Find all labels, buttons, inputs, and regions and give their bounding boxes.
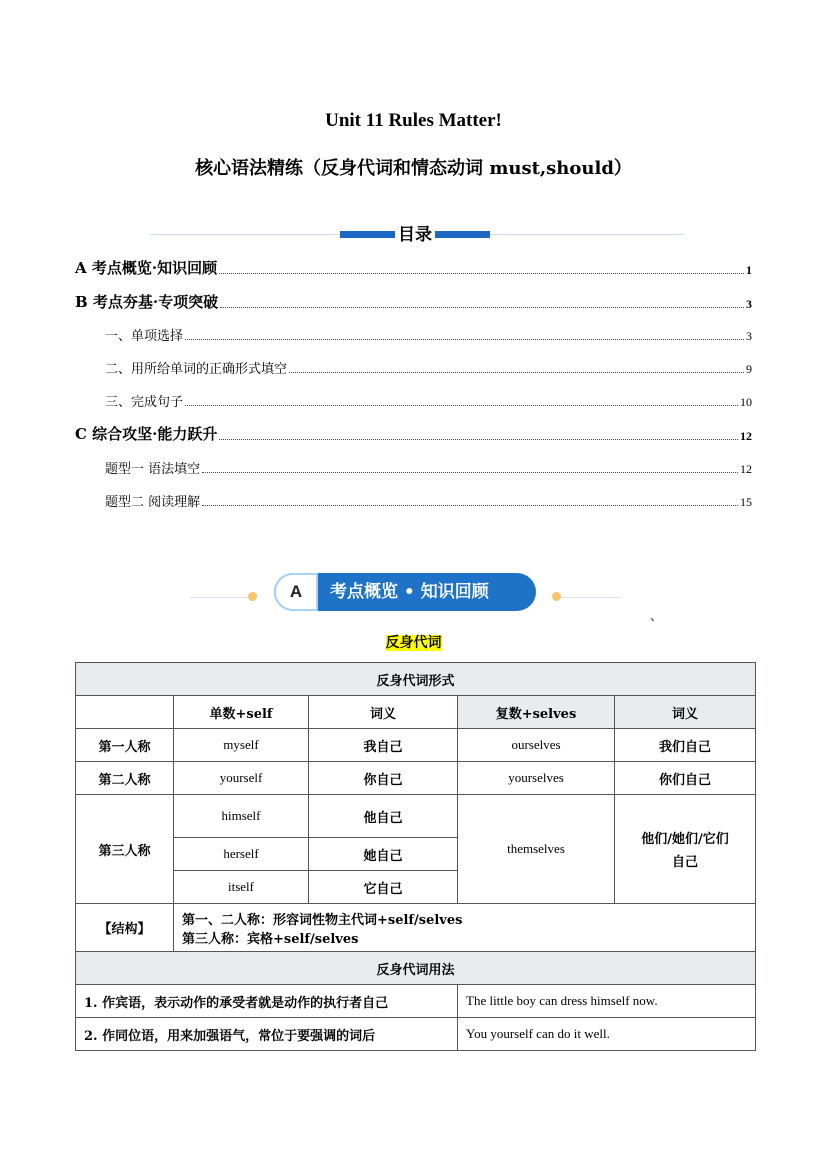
toc-item-page: 3 bbox=[746, 329, 752, 343]
document-title: Unit 11 Rules Matter! bbox=[325, 110, 502, 131]
banner-line-left bbox=[190, 597, 250, 598]
toc-item[interactable] bbox=[75, 357, 752, 377]
toc-bar-left bbox=[340, 231, 395, 238]
toc-item[interactable] bbox=[75, 324, 752, 344]
table-cell: yourself bbox=[174, 762, 309, 795]
structure-line: 第一、二人称：形容词性物主代词+self/selves bbox=[182, 912, 463, 928]
col-singular: 单数+self bbox=[174, 696, 309, 729]
toc-item-page: 10 bbox=[740, 395, 752, 409]
toc-item-page: 3 bbox=[746, 297, 752, 311]
toc-item-label: 题型二 阅读理解 bbox=[105, 495, 201, 510]
toc-item-label: 题型一 语法填空 bbox=[105, 462, 201, 477]
usage-example: You yourself can do it well. bbox=[458, 1018, 756, 1051]
toc-item-page: 15 bbox=[740, 495, 752, 509]
toc-item-label: B 考点夯基·专项突破 bbox=[75, 293, 219, 311]
toc-item-page: 1 bbox=[746, 263, 752, 277]
reflexive-pronoun-table bbox=[75, 662, 756, 1051]
document-subtitle: 核心语法精练（反身代词和情态动词 must,should） bbox=[195, 158, 632, 179]
section-banner bbox=[274, 573, 536, 611]
toc-divider-right bbox=[490, 234, 685, 235]
section-title-text: 反身代词 bbox=[385, 635, 442, 651]
table-cell: themselves bbox=[458, 795, 615, 904]
empty-header-cell bbox=[76, 696, 174, 729]
toc-item[interactable] bbox=[75, 292, 752, 312]
usage-rule: 2. 作同位语，用来加强语气，常位于要强调的词后 bbox=[76, 1018, 458, 1051]
toc-item-label: 一、单项选择 bbox=[105, 329, 184, 344]
usage-header: 反身代词用法 bbox=[76, 952, 756, 985]
table-cell: 她自己 bbox=[309, 838, 458, 871]
usage-rule: 1. 作宾语，表示动作的承受者就是动作的执行者自己 bbox=[76, 985, 458, 1018]
toc-item[interactable] bbox=[75, 390, 752, 410]
table-cell: 你自己 bbox=[309, 762, 458, 795]
section-title bbox=[0, 632, 827, 652]
table-cell-merged bbox=[615, 795, 756, 904]
table-cell: 我自己 bbox=[309, 729, 458, 762]
banner-text: 考点概览 • 知识回顾 bbox=[330, 582, 489, 602]
table-cell: 他自己 bbox=[309, 795, 458, 838]
toc-item[interactable] bbox=[75, 457, 752, 477]
toc-divider-left bbox=[150, 234, 340, 235]
table-cell: 我们自己 bbox=[615, 729, 756, 762]
toc-item-label: C 综合攻坚·能力跃升 bbox=[75, 425, 218, 443]
toc-item[interactable] bbox=[75, 258, 752, 278]
col-meaning: 词义 bbox=[309, 696, 458, 729]
toc-item-page: 12 bbox=[740, 429, 752, 443]
table-cell: 它自己 bbox=[309, 871, 458, 904]
banner-dot-left bbox=[248, 592, 257, 601]
toc-item-page: 9 bbox=[746, 362, 752, 376]
structure-line: 第三人称：宾格+self/selves bbox=[182, 931, 359, 947]
stray-mark: 、 bbox=[650, 609, 663, 623]
toc-item[interactable] bbox=[75, 424, 752, 444]
banner-line-right bbox=[560, 597, 620, 598]
table-cell: myself bbox=[174, 729, 309, 762]
row-label: 第三人称 bbox=[76, 795, 174, 904]
col-plural: 复数+selves bbox=[458, 696, 615, 729]
table-cell-line: 他们/她们/它们 bbox=[641, 832, 729, 847]
toc-item-page: 12 bbox=[740, 462, 752, 476]
toc-item-label: A 考点概览·知识回顾 bbox=[75, 259, 218, 277]
banner-letter: A bbox=[274, 573, 318, 611]
structure-label: 【结构】 bbox=[76, 904, 174, 952]
row-label: 第一人称 bbox=[76, 729, 174, 762]
toc-item-label: 三、完成句子 bbox=[105, 395, 184, 410]
form-header: 反身代词形式 bbox=[76, 663, 756, 696]
table-cell-line: 自己 bbox=[672, 855, 699, 870]
table-cell: ourselves bbox=[458, 729, 615, 762]
table-cell: yourselves bbox=[458, 762, 615, 795]
table-cell: itself bbox=[174, 871, 309, 904]
table-cell: himself bbox=[174, 795, 309, 838]
toc-item-label: 二、用所给单词的正确形式填空 bbox=[105, 362, 288, 377]
table-cell: 你们自己 bbox=[615, 762, 756, 795]
col-meaning: 词义 bbox=[615, 696, 756, 729]
toc-item[interactable] bbox=[75, 490, 752, 510]
structure-cell bbox=[174, 904, 756, 952]
usage-example: The little boy can dress himself now. bbox=[458, 985, 756, 1018]
table-cell: herself bbox=[174, 838, 309, 871]
toc-bar-right bbox=[435, 231, 490, 238]
row-label: 第二人称 bbox=[76, 762, 174, 795]
toc-heading: 目录 bbox=[398, 225, 432, 245]
